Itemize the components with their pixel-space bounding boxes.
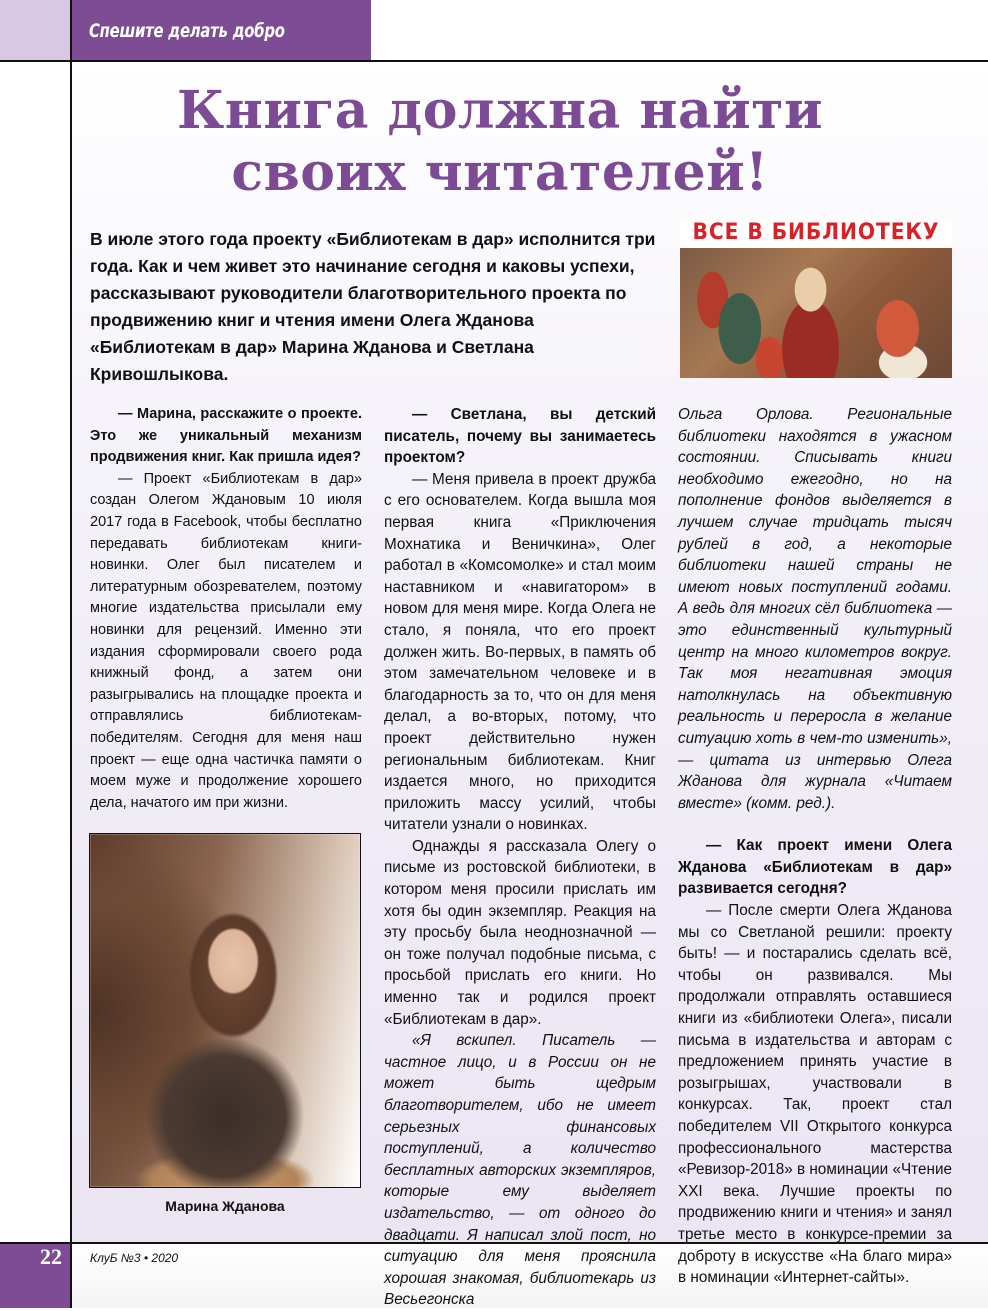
- article-lead: В июле этого года проекту «Библиотекам в дар» исполнится три года. Как и чем живет это начинание сегодня и каковы успехи, рассказывают руководители благотворительного проекта по продвижению книг и чтения имени Олега Жданова «Библиотекам в дар» Марина Жданова и Светлана Кривошлыкова.: [90, 229, 656, 384]
- portrait-photo: [89, 833, 361, 1188]
- page-number: 22: [40, 1244, 62, 1269]
- poster-illustration: [680, 248, 952, 378]
- answer-paragraph: — После смерти Олега Жданова мы со Светланой решили: проекту быть! — и постарались сделать всё, чтобы он развивался. Мы продолжали отправлять оставшиеся книги из «библиотеки Олега», писали письма в издательства и авторам с предложением принять участие в розыгрышах, участвовали в конкурсах. Так, проект стал победителем VII Открытого конкурса профессионального мастерства «Ревизор-2018» в номинации «Чтение XXI века. Лучшие проекты по продвижению книги и чтения» и занял третье место в конкурсе-премии за доброту в искусстве «На благо мира» в номинации «Интернет-сайты».: [678, 902, 952, 1287]
- page-number-block: [0, 1244, 70, 1308]
- title-line-2: своих читателей!: [231, 142, 769, 203]
- title-line-1: Книга должна найти: [176, 80, 824, 141]
- margin-rule: [70, 0, 72, 1308]
- poster-image: [680, 220, 952, 378]
- column-1: [90, 404, 362, 814]
- header-rule: [0, 60, 988, 62]
- poster-caption: ВСЕ В БИБЛИОТЕКУ: [692, 220, 940, 245]
- interview-question: — Светлана, вы детский писатель, почему вы занимаетесь проектом?: [384, 406, 656, 467]
- column-3: [678, 404, 952, 1289]
- quote-paragraph: «Я вскипел. Писатель — частное лицо, и в России он не может быть щедрым благотворителем, ибо не имеет серьезных финансовых поступлений, а количество бесплатных авторских экземпляров, которые ему выделяет издательство, — от одного до двадцати. Я написал злой пост, но ситуацию для меня прояснила хорошая знакомая, библиотекарь из Весьегонска: [384, 1032, 656, 1309]
- answer-paragraph: — Меня привела в проект дружба с его основателем. Когда вышла моя первая книга «Приключения Мохнатика и Веничкина», Олег работал в «Комсомолке» и стал моим наставником и «навигатором» в новом для меня мире. Когда Олега не стало, я поняла, что его проект должен жить. Во-первых, в память об этом замечательном человеке и в благодарность за то, что он для меня делал, а во-вторых, потому, что проект действительно нужен региональным библиотекам. Книг издается много, но приходится приложить массу усилий, чтобы читатели узнали о новинках.: [384, 470, 656, 834]
- answer-paragraph: — Проект «Библиотекам в дар» создан Олегом Ждановым 10 июля 2017 года в Facebook, чтобы бесплатно передавать библиотекам книги-новинки. Олег был писателем и литературным обозревателем, поэтому многие издательства присылали ему новинки для рецензий. Именно эти издания сформировали своего рода книжный фонд, а затем они разыгрывались на площадке проекта и отправлялись библиотекам-победителям. Сегодня для меня наш проект — еще одна частичка памяти о моем муже и продолжение хорошего дела, начатого им при жизни.: [90, 470, 362, 811]
- issue-label: КлуБ №3 • 2020: [90, 1251, 179, 1265]
- rubric-label: Спешите делать добро: [89, 19, 285, 42]
- interview-question: — Как проект имени Олега Жданова «Библиотекам в дар» развивается сегодня?: [678, 837, 952, 898]
- corner-color-block: [0, 0, 71, 61]
- article-title: [100, 80, 900, 204]
- rubric-band: [72, 0, 371, 61]
- portrait-image: [90, 834, 360, 1187]
- paragraph-gap: [678, 814, 952, 835]
- interview-question: — Марина, расскажите о проекте. Это же уникальный механизм продвижения книг. Как пришла идея?: [90, 406, 362, 466]
- answer-paragraph: Однажды я рассказала Олегу о письме из ростовской библиотеки, в котором меня просили прислать им хотя бы один экземпляр. Реакция на эту просьбу была неоднозначной — он тоже получал подобные письма, с просьбой прислать его книги. Но именно так и родился проект «Библиотекам в дар».: [384, 837, 656, 1028]
- column-2: [384, 404, 656, 1311]
- photo-caption: Марина Жданова: [165, 1198, 285, 1214]
- quote-paragraph: Ольга Орлова. Региональные библиотеки находятся в ужасном состоянии. Списывать книги необходимо ежегодно, но на пополнение фондов выделяется в лучшем случае тридцать тысяч рублей в год, а некоторые библиотеки нашей страны не имеют новых поступлений годами. А ведь для многих сёл библиотека — это единственный культурный центр на много километров вокруг. Так моя негативная эмоция натолкнулась на объективную реальность и переросла в желание ситуацию хоть в чем-то изменить», — цитата из интервью Олега Жданова для журнала «Читаем вместе» (комм. ред.).: [678, 406, 952, 812]
